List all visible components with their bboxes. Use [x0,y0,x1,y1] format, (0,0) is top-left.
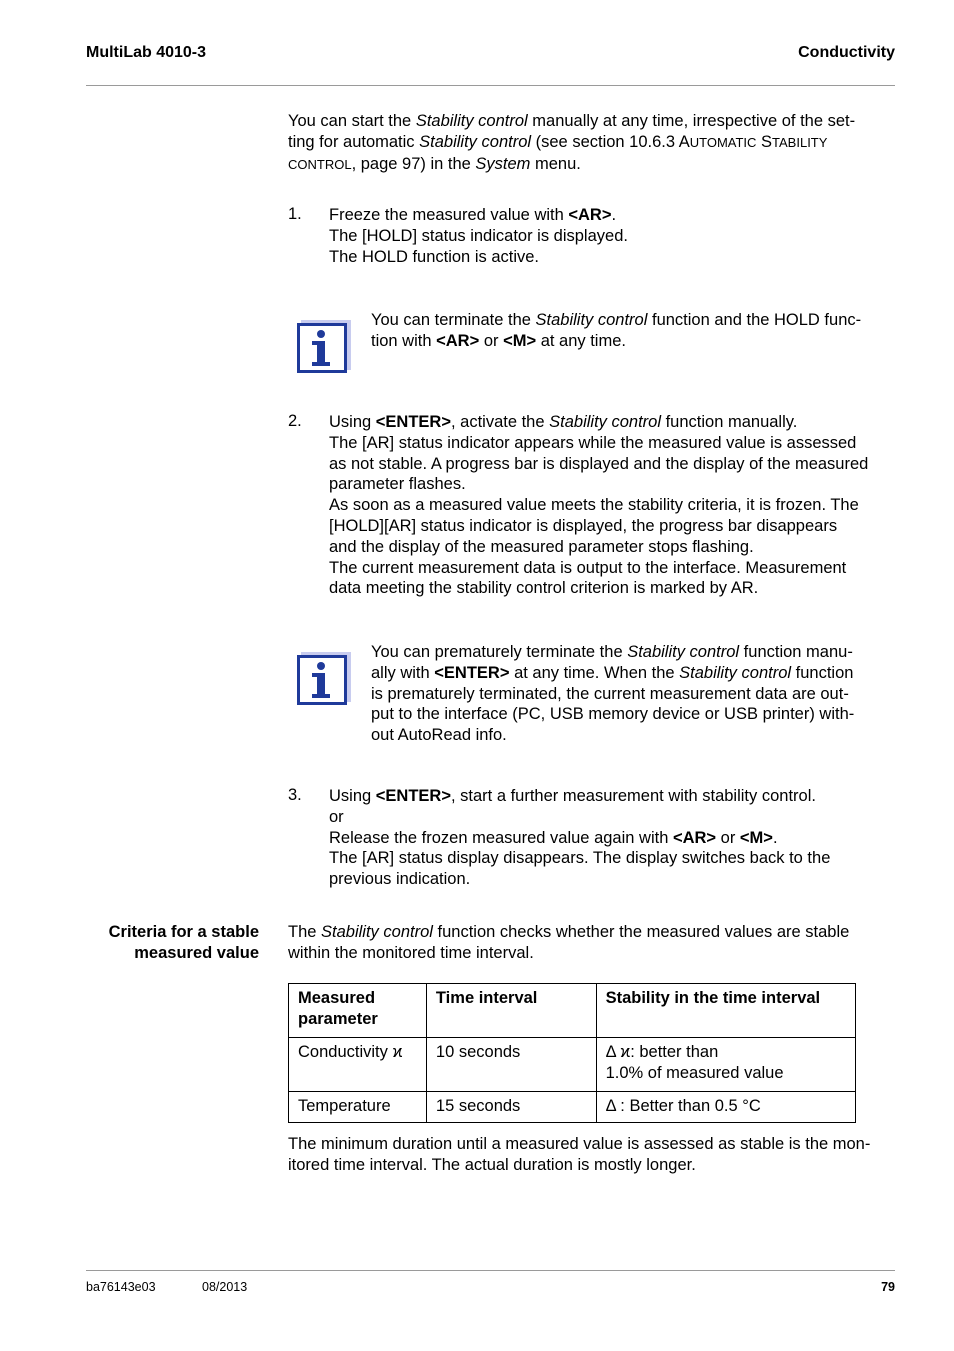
closing-paragraph: The minimum duration until a measured value is assessed as stable is the mon- itored time interval. The actual duration is mostly longer. [288,1135,871,1174]
step-2: Using <ENTER>, activate the Stability control function manually. The [AR] status indicator appears while the measured value is assessed as not stable. A progress bar is displayed and the display of the measured parameter flashes. As soon as a measured value meets the stability criteria, it is frozen. The [HOLD][AR] status indicator is displayed, the progress bar disappears and the display of the measured parameter stops flashing. The current measurement data is output to the interface. Measurement data meeting the stability control criterion is marked by AR. [329,413,869,598]
side-heading: Criteria for a stable measured value [108,923,259,962]
step-number: 1. [288,205,302,223]
header-section: Conductivity [798,44,895,61]
note-2: You can prematurely terminate the Stability control function manu- ally with <ENTER> at any time. When the Stability control function is prematurely terminated, the current measurement data are out- put to the interface (PC, USB memory device or USB printer) with- out AutoRead info. [371,643,855,745]
page-number: 79 [881,1280,895,1294]
table-row: Temperature 15 seconds Δ : Better than 0.5 °C [289,1092,856,1123]
step-1: Freeze the measured value with <AR>. The [HOLD] status indicator is displayed. The HOLD function is active. [329,206,628,266]
footer-date: 08/2013 [202,1280,248,1294]
table-header-row: Measured parameter Time interval Stability in the time interval [289,984,856,1038]
header-title: MultiLab 4010-3 [86,44,207,61]
step-number: 3. [288,786,302,804]
footer-doc-id: ba76143e03 [86,1280,156,1294]
info-icon [297,320,351,374]
intro-paragraph: You can start the Stability control manually at any time, irrespective of the set- ting for automatic Stability control (see section 10.6.3 AUTOMATIC STABILITY CONTROL, page 97) in the System menu. [288,112,856,173]
step-number: 2. [288,412,302,430]
note-1: You can terminate the Stability control function and the HOLD func- tion with <AR> or <M> at any time. [371,311,862,350]
step-3: Using <ENTER>, start a further measurement with stability control. or Release the frozen measured value again with <AR> or <M>. The [AR] status display disappears. The display switches back to the previous indication. [329,787,831,889]
header-rule [86,85,895,86]
footer-rule [86,1270,895,1271]
info-icon [297,652,351,706]
criteria-paragraph: The Stability control function checks whether the measured values are stable within the monitored time interval. [288,923,850,962]
stability-criteria-table [288,983,856,1123]
table-row: Conductivity ϰ 10 seconds Δ ϰ: better than 1.0% of measured value [289,1038,856,1092]
